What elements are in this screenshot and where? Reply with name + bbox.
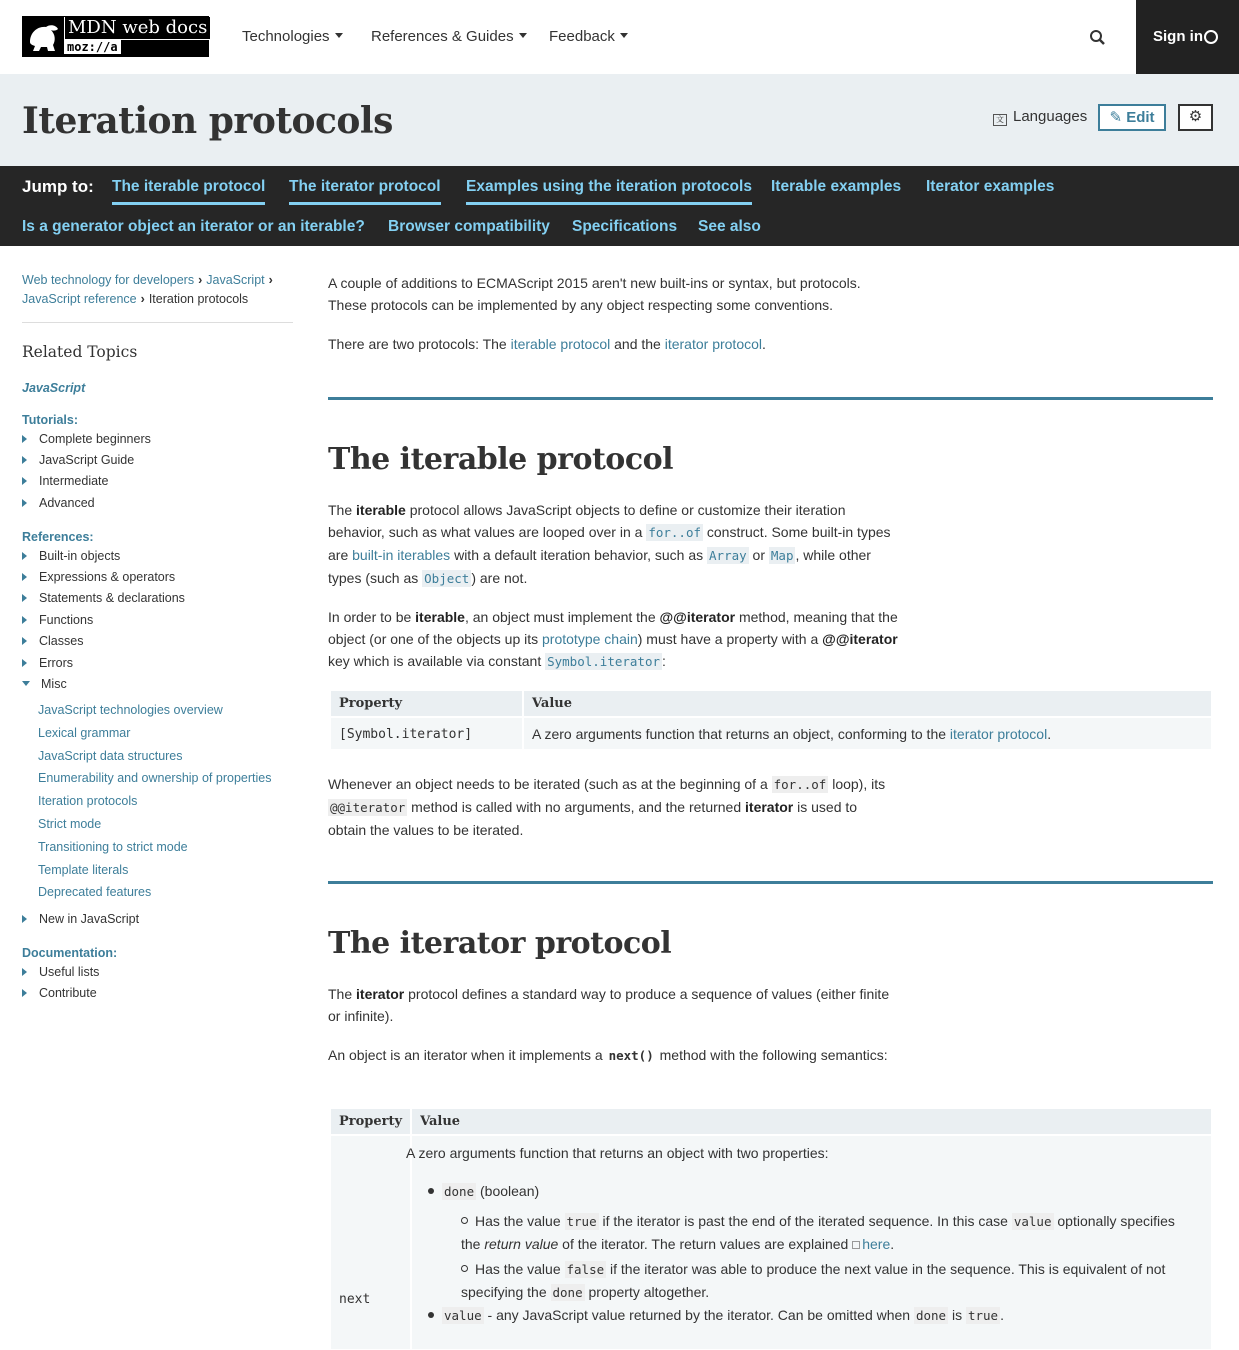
breadcrumb bbox=[22, 271, 294, 309]
sidebar-heading-references: References: bbox=[22, 530, 94, 544]
sidebar-item-functions[interactable] bbox=[22, 613, 93, 627]
nav-references-guides[interactable] bbox=[371, 28, 527, 45]
code: Map bbox=[770, 548, 794, 563]
map-link[interactable] bbox=[769, 547, 796, 563]
text: is used to obtain the values to be iterated. bbox=[328, 799, 858, 838]
sidebar-sublink[interactable]: Transitioning to strict mode bbox=[38, 840, 188, 854]
title-band bbox=[0, 74, 1239, 166]
nav-label: Technologies bbox=[242, 28, 330, 45]
code: value bbox=[444, 1308, 482, 1323]
dinosaur-icon bbox=[26, 20, 62, 53]
code: next() bbox=[608, 1048, 654, 1063]
code: done bbox=[444, 1184, 475, 1199]
heading-iterator-protocol: The iterator protocol bbox=[328, 926, 672, 961]
code: Object bbox=[424, 571, 470, 586]
nav-feedback[interactable] bbox=[549, 28, 628, 45]
jump-link-examples[interactable]: Examples using the iteration protocols bbox=[466, 178, 752, 205]
array-link[interactable] bbox=[707, 547, 749, 563]
nav-label: References & Guides bbox=[371, 28, 514, 45]
bold-term: @@iterator bbox=[659, 609, 736, 625]
sidebar-item-advanced[interactable] bbox=[22, 496, 95, 510]
list-item-done bbox=[428, 1183, 539, 1199]
text: A zero arguments function that returns an object, conforming to the bbox=[532, 725, 950, 742]
sidebar-item-misc[interactable] bbox=[22, 677, 67, 691]
sidebar-heading-tutorials: Tutorials: bbox=[22, 413, 79, 427]
next-description: A zero arguments function that returns an object with two properties: bbox=[406, 1145, 829, 1161]
text: method is called with no arguments, and the returned bbox=[407, 799, 746, 815]
pencil-icon: ✎ bbox=[1109, 109, 1127, 126]
jump-link-iterator-examples[interactable]: Iterator examples bbox=[926, 178, 1055, 195]
builtin-iterables-link[interactable]: built-in iterables bbox=[352, 547, 451, 563]
sidebar-item-label: New in JavaScript bbox=[39, 912, 140, 926]
iterable-paragraph-2 bbox=[328, 606, 898, 673]
text: if the iterator was able to produce the next value in the sequence. This is equivalent of not specifying the bbox=[461, 1261, 1166, 1300]
expand-icon bbox=[22, 435, 27, 443]
text: if the iterator is past the end of the iterated sequence. In this case bbox=[598, 1213, 1012, 1229]
breadcrumb-link[interactable]: JavaScript bbox=[206, 273, 265, 287]
table-cell-property bbox=[330, 1135, 411, 1350]
list-item-done-true bbox=[461, 1210, 1186, 1255]
text: construct. Some built-in types are bbox=[328, 524, 891, 563]
sidebar-item-label: Statements & declarations bbox=[39, 591, 185, 605]
text: with a default iteration behavior, such as bbox=[450, 547, 708, 563]
expand-icon bbox=[22, 477, 27, 485]
iterator-paragraph-2 bbox=[328, 1044, 898, 1067]
jump-link-browser-compat[interactable]: Browser compatibility bbox=[388, 218, 550, 235]
sidebar-sublink[interactable]: Deprecated features bbox=[38, 885, 152, 899]
logo-text: MDN web docs bbox=[64, 17, 211, 40]
text: . bbox=[762, 336, 766, 352]
code: true bbox=[566, 1214, 597, 1229]
heading-iterable-protocol: The iterable protocol bbox=[328, 442, 673, 477]
code: @@iterator bbox=[330, 800, 406, 815]
code: done bbox=[915, 1308, 947, 1323]
bold-term: iterable bbox=[415, 609, 465, 625]
sidebar-item-label: Functions bbox=[39, 613, 94, 627]
text: and the bbox=[610, 336, 665, 352]
code: true bbox=[967, 1308, 999, 1323]
text: method with the following semantics: bbox=[655, 1047, 888, 1063]
symbol-iterator-link[interactable] bbox=[545, 653, 662, 669]
prototype-chain-link[interactable]: prototype chain bbox=[542, 631, 638, 647]
expand-icon bbox=[22, 989, 27, 997]
chevron-right-icon: › bbox=[268, 273, 273, 287]
bullet bbox=[428, 1188, 434, 1194]
sidebar-item-expressions[interactable] bbox=[22, 570, 175, 584]
text: key which is available via constant bbox=[328, 653, 546, 669]
code: done bbox=[552, 1285, 583, 1300]
sidebar-sublink[interactable]: Strict mode bbox=[38, 817, 102, 831]
section-divider bbox=[328, 881, 1213, 884]
text: , while other types (such as bbox=[328, 547, 871, 586]
intro-protocols-paragraph bbox=[328, 333, 898, 355]
sidebar-item-statements[interactable] bbox=[22, 591, 185, 605]
github-icon bbox=[1204, 30, 1218, 44]
code: value bbox=[1013, 1214, 1052, 1229]
jump-link-specifications[interactable]: Specifications bbox=[572, 218, 678, 235]
translate-icon: 文 bbox=[993, 114, 1007, 126]
expand-icon bbox=[22, 499, 27, 507]
expand-icon bbox=[22, 573, 27, 581]
search-icon[interactable] bbox=[1088, 28, 1108, 48]
expand-icon bbox=[22, 456, 27, 464]
breadcrumb-link[interactable]: JavaScript reference bbox=[22, 292, 137, 306]
text: An object is an iterator when it implements a bbox=[328, 1047, 607, 1063]
expand-icon bbox=[22, 659, 27, 667]
caret-down-icon bbox=[620, 33, 628, 38]
iterable-protocol-link[interactable]: iterable protocol bbox=[510, 336, 611, 352]
sidebar-item-label: Classes bbox=[39, 634, 84, 648]
sidebar-sublink[interactable]: Lexical grammar bbox=[38, 726, 131, 740]
jump-link-generator[interactable]: Is a generator object an iterator or an iterable? bbox=[22, 218, 365, 235]
iterable-paragraph-1 bbox=[328, 499, 898, 590]
text: protocol defines a standard way to produce a sequence of values (either finite or infinite). bbox=[328, 986, 890, 1024]
sidebar-item-complete-beginners[interactable] bbox=[22, 432, 151, 446]
bold-term: @@iterator bbox=[822, 631, 898, 647]
sidebar-item-js-guide[interactable] bbox=[22, 453, 134, 467]
expand-icon bbox=[22, 968, 27, 976]
sidebar-sublink[interactable]: JavaScript technologies overview bbox=[38, 703, 223, 717]
nav-technologies[interactable] bbox=[242, 28, 343, 45]
settings-button[interactable] bbox=[1178, 104, 1213, 131]
external-link-icon bbox=[852, 1241, 860, 1249]
text: ) are not. bbox=[471, 570, 528, 586]
sidebar-item-label: Intermediate bbox=[39, 474, 109, 488]
related-topics-heading: Related Topics bbox=[22, 343, 138, 361]
text: protocol allows JavaScript objects to define or customize their iteration behavior, such as what values are looped over in a bbox=[328, 502, 846, 540]
table-header: Value bbox=[523, 690, 1212, 717]
languages-label: Languages bbox=[1013, 108, 1088, 125]
sidebar-sublink[interactable]: Enumerability and ownership of properties bbox=[38, 771, 272, 785]
text: . bbox=[1000, 1307, 1004, 1323]
sidebar-item-label: Useful lists bbox=[39, 965, 100, 979]
table-cell-value bbox=[523, 717, 1212, 750]
section-divider bbox=[328, 397, 1213, 400]
edit-button[interactable] bbox=[1098, 104, 1166, 131]
table-header: Property bbox=[330, 690, 523, 717]
text: of the iterator. The return values are explained bbox=[558, 1236, 853, 1252]
languages-button[interactable] bbox=[993, 108, 1087, 126]
bold-term: iterator bbox=[356, 986, 405, 1002]
circle-bullet bbox=[461, 1265, 468, 1272]
text: There are two protocols: The bbox=[328, 336, 511, 352]
code: for..of bbox=[648, 525, 701, 540]
text: . bbox=[1047, 725, 1052, 742]
sidebar-item-contribute[interactable] bbox=[22, 986, 97, 1000]
mdn-logo[interactable] bbox=[22, 16, 209, 57]
circle-bullet bbox=[461, 1217, 468, 1224]
italic-term: return value bbox=[484, 1236, 559, 1252]
caret-down-icon bbox=[335, 33, 343, 38]
sidebar-item-label: Contribute bbox=[39, 986, 97, 1000]
caret-down-icon bbox=[519, 33, 527, 38]
jump-to-bar bbox=[0, 166, 1239, 246]
expand-icon bbox=[22, 616, 27, 624]
bullet bbox=[428, 1312, 434, 1318]
nav-label: Feedback bbox=[549, 28, 615, 45]
sidebar-item-builtin-objects[interactable] bbox=[22, 549, 120, 563]
text: ) must have a property with a bbox=[637, 631, 823, 647]
text: method, meaning that the object (or one of the objects up its bbox=[328, 609, 898, 647]
breadcrumb-current: Iteration protocols bbox=[148, 292, 249, 306]
iterable-property-table bbox=[329, 689, 1213, 751]
list-item-done-false bbox=[461, 1258, 1186, 1304]
top-navigation bbox=[0, 0, 1239, 74]
code: false bbox=[566, 1262, 605, 1277]
jump-link-iterator-protocol[interactable]: The iterator protocol bbox=[289, 178, 441, 205]
sign-in-label: Sign in bbox=[1153, 28, 1203, 45]
jump-label: Jump to: bbox=[22, 177, 94, 196]
code: Array bbox=[709, 548, 747, 563]
jump-link-iterable-protocol[interactable]: The iterable protocol bbox=[112, 178, 265, 205]
text: optionally specifies the bbox=[461, 1213, 1175, 1252]
expand-icon bbox=[22, 594, 27, 602]
chevron-right-icon: › bbox=[140, 292, 145, 306]
text: or bbox=[748, 547, 769, 563]
code: Symbol.iterator bbox=[547, 654, 660, 669]
table-header: Property bbox=[330, 1108, 411, 1135]
code: next bbox=[339, 1292, 371, 1307]
sidebar-item-label: Built-in objects bbox=[39, 549, 121, 563]
text: property altogether. bbox=[584, 1284, 710, 1300]
for-of-link[interactable] bbox=[646, 524, 703, 540]
sidebar-item-label: JavaScript Guide bbox=[39, 453, 135, 467]
text: (boolean) bbox=[476, 1183, 540, 1199]
breadcrumb-link[interactable]: Web technology for developers bbox=[22, 273, 195, 287]
text: - any JavaScript value returned by the iterator. Can be omitted when bbox=[483, 1307, 914, 1323]
edit-label: Edit bbox=[1126, 109, 1155, 126]
sidebar-item-label: Errors bbox=[39, 656, 74, 670]
here-link[interactable]: here bbox=[862, 1236, 891, 1252]
mozilla-wordmark: moz://a bbox=[64, 40, 121, 54]
text: . bbox=[890, 1236, 895, 1252]
text: , an object must implement the bbox=[464, 609, 660, 625]
intro-paragraph: A couple of additions to ECMAScript 2015 aren't new built-ins or syntax, but protocols. These protocols can be implemented by any object respecting some conventions. bbox=[328, 275, 861, 313]
bold-term: iterable bbox=[356, 502, 406, 518]
iterator-protocol-link[interactable]: iterator protocol bbox=[664, 336, 763, 352]
collapse-icon bbox=[22, 681, 30, 686]
divider bbox=[22, 322, 293, 323]
sidebar-javascript-link[interactable]: JavaScript bbox=[22, 381, 86, 395]
sidebar-item-label: Advanced bbox=[39, 496, 95, 510]
sidebar-item-label: Misc bbox=[41, 677, 67, 691]
jump-link-see-also[interactable]: See also bbox=[698, 218, 761, 235]
table-header: Value bbox=[411, 1108, 1212, 1135]
sidebar-item-useful-lists[interactable] bbox=[22, 965, 99, 979]
list-item-value bbox=[428, 1307, 1004, 1323]
text: Has the value bbox=[475, 1261, 565, 1277]
text: In order to be bbox=[328, 609, 416, 625]
iterator-paragraph-1 bbox=[328, 983, 898, 1027]
sidebar-item-classes[interactable] bbox=[22, 634, 83, 648]
bold-term: iterator bbox=[745, 799, 794, 815]
table-cell-property bbox=[330, 717, 523, 750]
sidebar-item-new-in-js[interactable] bbox=[22, 912, 139, 926]
gear-icon: ⚙ bbox=[1188, 108, 1203, 125]
expand-icon bbox=[22, 637, 27, 645]
text: The bbox=[328, 986, 357, 1002]
page-title: Iteration protocols bbox=[22, 100, 393, 142]
text: Whenever an object needs to be iterated (such as at the beginning of a bbox=[328, 776, 772, 792]
sidebar-heading-documentation: Documentation: bbox=[22, 946, 118, 960]
chevron-right-icon: › bbox=[198, 273, 203, 287]
text: : bbox=[662, 653, 666, 669]
iterable-paragraph-3 bbox=[328, 773, 898, 841]
text: Has the value bbox=[475, 1213, 565, 1229]
expand-icon bbox=[22, 552, 27, 560]
jump-link-iterable-examples[interactable]: Iterable examples bbox=[771, 178, 902, 195]
code: [Symbol.iterator] bbox=[339, 727, 473, 742]
iterator-protocol-link[interactable]: iterator protocol bbox=[949, 725, 1048, 742]
code: for..of bbox=[773, 777, 827, 792]
sign-in-button[interactable] bbox=[1136, 0, 1239, 74]
sidebar-item-label: Complete beginners bbox=[39, 432, 151, 446]
expand-icon bbox=[22, 915, 27, 923]
text: loop), its bbox=[828, 776, 886, 792]
sidebar-item-intermediate[interactable] bbox=[22, 474, 108, 488]
sidebar-sublink[interactable]: Iteration protocols bbox=[38, 794, 138, 808]
sidebar-sublink[interactable]: Template literals bbox=[38, 863, 129, 877]
sidebar-item-label: Expressions & operators bbox=[39, 570, 176, 584]
text: The bbox=[328, 502, 357, 518]
sidebar-sublink[interactable]: JavaScript data structures bbox=[38, 749, 183, 763]
sidebar-item-errors[interactable] bbox=[22, 656, 73, 670]
object-link[interactable] bbox=[422, 570, 471, 586]
text: is bbox=[948, 1307, 966, 1323]
